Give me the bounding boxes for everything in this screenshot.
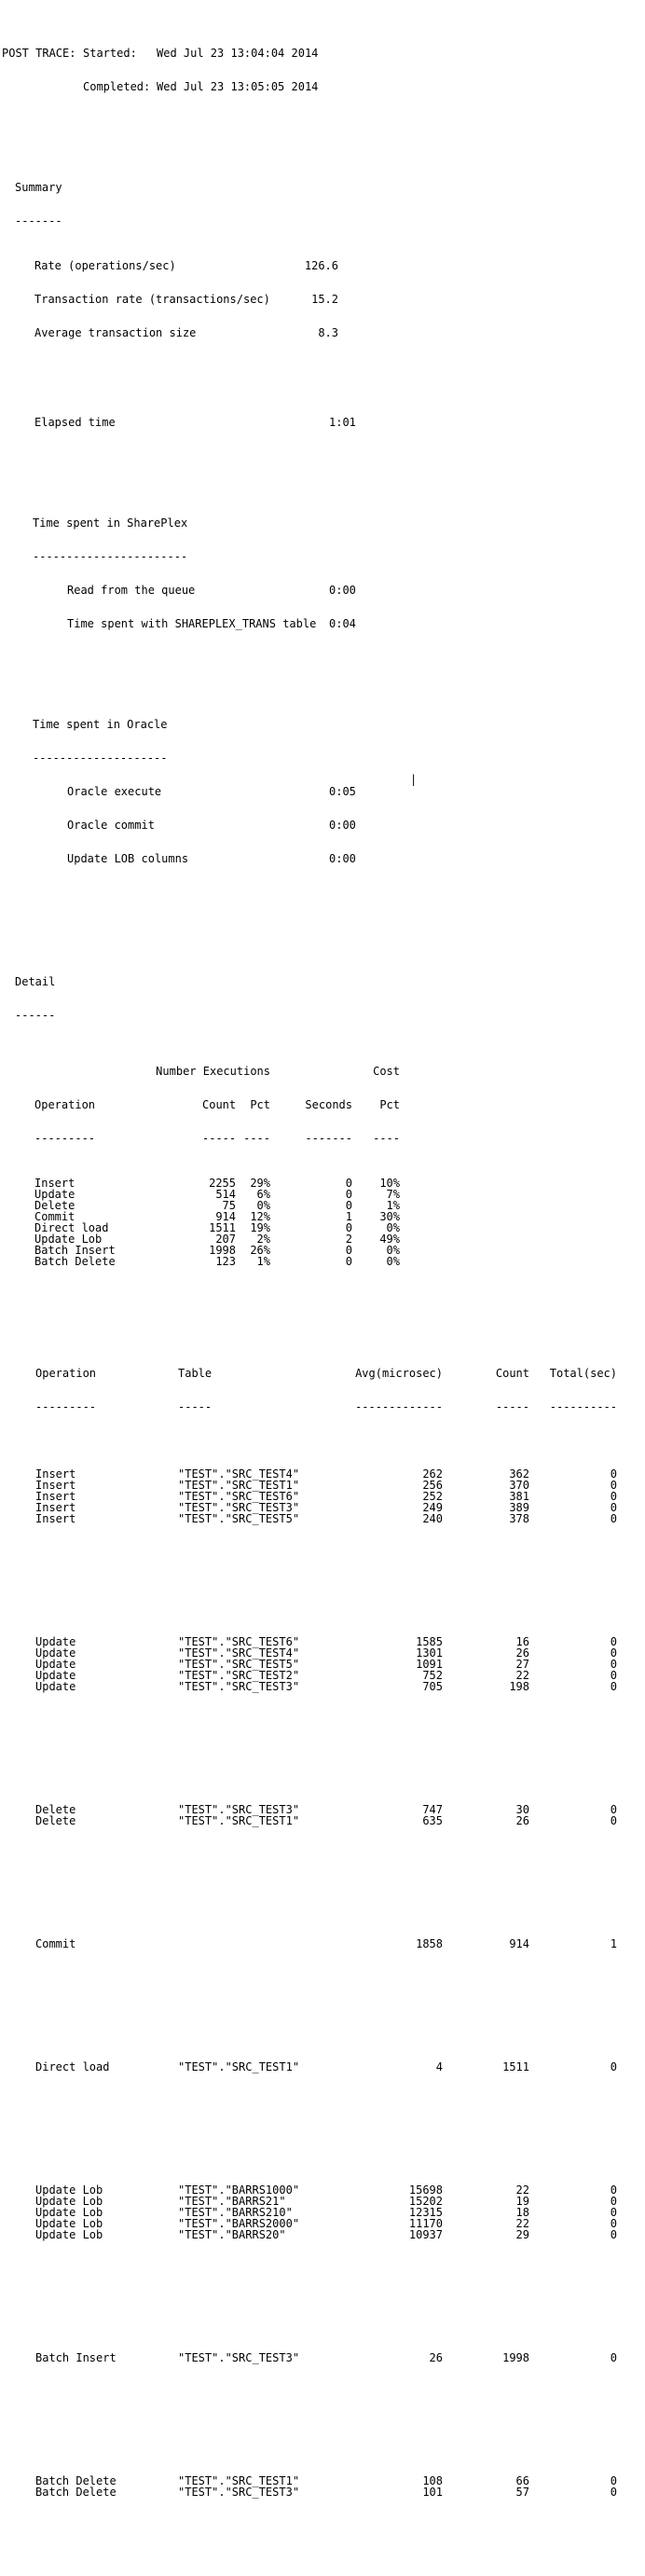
cost-pct-cell: 10% xyxy=(379,1177,400,1190)
seconds-cell: 2 xyxy=(345,1233,352,1246)
total-sec-cell: 0 xyxy=(610,2195,617,2208)
underline-text: ------- xyxy=(15,214,62,227)
operation-cell: Update Lob xyxy=(35,2228,103,2241)
count-cell: 914 xyxy=(215,1210,236,1223)
total-sec-cell: 1 xyxy=(610,1937,617,1950)
operation-cell: Insert xyxy=(34,1177,75,1190)
operation-cell: Update Lob xyxy=(35,2183,103,2197)
table-name-cell: "TEST"."SRC_TEST1" xyxy=(178,1814,300,1827)
pct-cell: 2% xyxy=(256,1233,270,1246)
avg-microsec-cell: 240 xyxy=(422,1512,443,1525)
cost-pct-cell: 1% xyxy=(386,1199,400,1212)
operation-cell: Update xyxy=(35,1646,76,1660)
spacer xyxy=(2,1569,645,1580)
cost-pct-cell: 49% xyxy=(379,1233,400,1246)
spacer xyxy=(2,461,645,473)
count-cell: 22 xyxy=(515,2217,529,2230)
completed-timestamp: Wed Jul 23 13:05:05 2014 xyxy=(157,80,319,93)
detail-title-text: Detail xyxy=(15,975,56,988)
underline-text: -------------------- xyxy=(33,751,168,765)
seconds-cell: 0 xyxy=(345,1188,352,1201)
text-cursor-caret: | xyxy=(410,773,418,786)
spacer xyxy=(2,1994,645,2005)
update-lob-columns-value: 0:00 xyxy=(329,852,356,865)
pct-cell: 6% xyxy=(256,1188,270,1201)
operation-cell: Commit xyxy=(35,1937,76,1950)
seconds-cell: 1 xyxy=(345,1210,352,1223)
oracle-title-underline xyxy=(2,752,645,764)
table-name-cell: "TEST"."SRC_TEST5" xyxy=(178,1658,300,1671)
read-queue-row xyxy=(2,585,645,596)
spacer xyxy=(2,663,645,674)
operation-cell: Delete xyxy=(35,1803,76,1816)
read-queue-label: Read from the queue xyxy=(67,584,196,597)
count-cell: 75 xyxy=(222,1199,236,1212)
table-name-cell: "TEST"."SRC_TEST6" xyxy=(178,1490,300,1503)
total-sec-cell: 0 xyxy=(610,1814,617,1827)
pct-cell: 26% xyxy=(250,1244,270,1257)
table-stats-row xyxy=(2,2061,645,2073)
underline-text: ----- xyxy=(495,1400,529,1413)
table-stats-row xyxy=(2,1815,645,1826)
table-column-header: Table xyxy=(178,1367,213,1380)
seconds-cell: 0 xyxy=(345,1177,352,1190)
count-cell: 57 xyxy=(515,2486,529,2499)
operation-cell: Update Lob xyxy=(35,2217,103,2230)
total-sec-cell: 0 xyxy=(610,1479,617,1492)
table-name-cell: "TEST"."BARRS21" xyxy=(178,2195,286,2208)
detail-title-underline xyxy=(2,1010,645,1021)
count-cell: 198 xyxy=(509,1680,529,1693)
count-cell: 26 xyxy=(515,1646,529,1660)
oracle-execute-row xyxy=(2,786,645,797)
table-name-cell: "TEST"."SRC_TEST3" xyxy=(178,1680,300,1693)
operation-cell: Insert xyxy=(35,1490,76,1503)
table-name-cell: "TEST"."SRC_TEST3" xyxy=(178,2486,300,2499)
total-sec-cell: 0 xyxy=(610,1512,617,1525)
elapsed-time-label: Elapsed time xyxy=(34,416,116,429)
count-cell: 22 xyxy=(515,1669,529,1682)
table-name-cell: "TEST"."BARRS210" xyxy=(178,2206,293,2219)
table-name-cell: "TEST"."SRC_TEST1" xyxy=(178,2474,300,2487)
total-sec-cell: 0 xyxy=(610,1490,617,1503)
table-name-cell: "TEST"."SRC_TEST1" xyxy=(178,1479,300,1492)
total-sec-cell: 0 xyxy=(610,1658,617,1671)
count-cell: 2255 xyxy=(209,1177,236,1190)
table-stats-row xyxy=(2,1468,645,1480)
underline-text: ----- xyxy=(202,1132,237,1145)
batch-delete-group xyxy=(2,2453,645,2520)
tables-table-header-underline xyxy=(2,1401,645,1412)
shareplex-trans-value: 0:04 xyxy=(329,617,356,630)
table-name-cell: "TEST"."SRC_TEST6" xyxy=(178,1635,300,1648)
rate-label: Rate (operations/sec) xyxy=(34,259,176,272)
avg-microsec-cell: 11170 xyxy=(408,2217,443,2230)
oracle-commit-label: Oracle commit xyxy=(67,819,155,832)
operation-cell: Batch Delete xyxy=(35,2474,117,2487)
oracle-commit-row xyxy=(2,820,645,831)
update-lob-group xyxy=(2,2162,645,2263)
avg-microsec-cell: 752 xyxy=(422,1669,443,1682)
table-stats-row xyxy=(2,1513,645,1524)
count-cell: 27 xyxy=(515,1658,529,1671)
operation-cell: Delete xyxy=(35,1814,76,1827)
avg-microsec-cell: 12315 xyxy=(408,2206,443,2219)
operation-stats-row xyxy=(2,1256,645,1267)
shareplex-title-text: Time spent in SharePlex xyxy=(33,517,188,530)
operation-column-header: Operation xyxy=(35,1367,97,1380)
avg-transaction-value: 8.3 xyxy=(318,326,338,339)
seconds-cell: 0 xyxy=(345,1244,352,1257)
avg-microsec-cell: 256 xyxy=(422,1479,443,1492)
insert-group xyxy=(2,1446,645,1547)
summary-title-text: Summary xyxy=(15,181,62,194)
table-stats-row xyxy=(2,2486,645,2498)
underline-text: ---- xyxy=(243,1132,270,1145)
operation-cell: Update Lob xyxy=(35,2195,103,2208)
count-cell: 378 xyxy=(509,1512,529,1525)
transaction-rate-value: 15.2 xyxy=(311,293,338,306)
trace-header-line-completed xyxy=(2,81,645,92)
total-sec-cell: 0 xyxy=(610,1467,617,1481)
operations-table-column-header xyxy=(2,1099,645,1110)
spacer xyxy=(2,1737,645,1748)
batch-insert-group xyxy=(2,2330,645,2386)
commit-group xyxy=(2,1916,645,1972)
operation-cell: Insert xyxy=(35,1479,76,1492)
count-cell: 1998 xyxy=(502,2351,529,2364)
summary-avg-transaction-row xyxy=(2,327,645,338)
total-sec-cell: 0 xyxy=(610,1669,617,1682)
seconds-cell: 0 xyxy=(345,1199,352,1212)
operation-cell: Batch Delete xyxy=(35,2486,117,2499)
update-group xyxy=(2,1614,645,1715)
total-sec-cell: 0 xyxy=(610,2060,617,2073)
total-sec-cell: 0 xyxy=(610,2183,617,2197)
avg-microsec-cell: 1091 xyxy=(416,1658,443,1671)
underline-text: ----- xyxy=(178,1400,213,1413)
detail-section-title xyxy=(2,976,645,987)
table-name-cell: "TEST"."SRC_TEST3" xyxy=(178,1501,300,1514)
oracle-commit-value: 0:00 xyxy=(329,819,356,832)
spacer xyxy=(2,1871,645,1882)
count-cell: 29 xyxy=(515,2228,529,2241)
seconds-column-header: Seconds xyxy=(305,1098,352,1111)
completed-label: Completed: xyxy=(83,80,151,93)
total-sec-cell: 0 xyxy=(610,2206,617,2219)
table-stats-row xyxy=(2,1681,645,1692)
cost-group-header: Cost xyxy=(373,1065,400,1078)
operation-cell: Direct load xyxy=(35,2060,110,2073)
avg-microsec-cell: 4 xyxy=(435,2060,443,2073)
read-queue-value: 0:00 xyxy=(329,584,356,597)
table-stats-row xyxy=(2,1480,645,1491)
update-lob-columns-label: Update LOB columns xyxy=(67,852,189,865)
seconds-cell: 0 xyxy=(345,1255,352,1268)
oracle-execute-value: 0:05 xyxy=(329,785,356,798)
operation-cell: Update xyxy=(35,1635,76,1648)
underline-text: ---------- xyxy=(549,1400,617,1413)
table-stats-row xyxy=(2,1938,645,1949)
table-stats-row xyxy=(2,2352,645,2363)
count-cell: 914 xyxy=(509,1937,529,1950)
seconds-cell: 0 xyxy=(345,1221,352,1234)
operation-stats-row xyxy=(2,1178,645,1189)
operation-cell: Batch Delete xyxy=(34,1255,116,1268)
executions-group-header: Number Executions xyxy=(156,1065,270,1078)
underline-text: --------- xyxy=(34,1132,96,1145)
underline-text: ---- xyxy=(373,1132,400,1145)
underline-text: ------- xyxy=(305,1132,352,1145)
count-cell: 26 xyxy=(515,1814,529,1827)
table-name-cell: "TEST"."SRC_TEST1" xyxy=(178,2060,300,2073)
avg-microsec-cell: 15698 xyxy=(408,2183,443,2197)
oracle-section-title xyxy=(2,719,645,730)
spacer xyxy=(2,126,645,137)
count-column-header: Count xyxy=(495,1367,529,1380)
spacer xyxy=(2,1301,645,1323)
table-name-cell: "TEST"."SRC_TEST3" xyxy=(178,1803,300,1816)
count-cell: 370 xyxy=(509,1479,529,1492)
total-sec-cell: 0 xyxy=(610,2217,617,2230)
avg-microsec-cell: 747 xyxy=(422,1803,443,1816)
avg-microsec-cell: 101 xyxy=(422,2486,443,2499)
total-sec-cell: 0 xyxy=(610,1680,617,1693)
count-cell: 16 xyxy=(515,1635,529,1648)
elapsed-time-row xyxy=(2,417,645,428)
pct-cell: 0% xyxy=(256,1199,270,1212)
avg-microsec-cell: 705 xyxy=(422,1680,443,1693)
summary-transaction-rate-row xyxy=(2,294,645,305)
count-cell: 1998 xyxy=(209,1244,236,1257)
operations-table-header-underline xyxy=(2,1133,645,1144)
table-stats-row xyxy=(2,1659,645,1670)
avg-microsec-cell: 249 xyxy=(422,1501,443,1514)
table-stats-row xyxy=(2,1502,645,1513)
avg-microsec-cell: 252 xyxy=(422,1490,443,1503)
transaction-rate-label: Transaction rate (transactions/sec) xyxy=(34,293,270,306)
table-name-cell: "TEST"."BARRS20" xyxy=(178,2228,286,2241)
table-name-cell: "TEST"."SRC_TEST4" xyxy=(178,1467,300,1481)
count-cell: 19 xyxy=(515,2195,529,2208)
avg-microsec-cell: 10937 xyxy=(408,2228,443,2241)
operation-cell: Commit xyxy=(34,1210,75,1223)
count-cell: 22 xyxy=(515,2183,529,2197)
count-cell: 514 xyxy=(215,1188,236,1201)
rate-value: 126.6 xyxy=(304,259,338,272)
table-name-cell: "TEST"."SRC_TEST4" xyxy=(178,1646,300,1660)
avg-microsec-cell: 26 xyxy=(429,2351,443,2364)
avg-microsec-cell: 15202 xyxy=(408,2195,443,2208)
avg-transaction-label: Average transaction size xyxy=(34,326,197,339)
table-stats-row xyxy=(2,1636,645,1647)
count-cell: 18 xyxy=(515,2206,529,2219)
cost-pct-cell: 30% xyxy=(379,1210,400,1223)
started-timestamp: Wed Jul 23 13:04:04 2014 xyxy=(157,47,319,60)
shareplex-trans-row xyxy=(2,618,645,629)
operation-cell: Update xyxy=(35,1680,76,1693)
count-cell: 30 xyxy=(515,1803,529,1816)
spacer xyxy=(2,2285,645,2296)
total-sec-cell: 0 xyxy=(610,1501,617,1514)
operation-cell: Delete xyxy=(34,1199,75,1212)
total-sec-cell: 0 xyxy=(610,1803,617,1816)
spacer xyxy=(2,898,645,931)
table-name-cell: "TEST"."SRC_TEST3" xyxy=(178,2351,300,2364)
report-title: POST TRACE: xyxy=(2,47,76,60)
table-stats-row xyxy=(2,1491,645,1502)
count-cell: 1511 xyxy=(209,1221,236,1234)
table-name-cell: "TEST"."SRC_TEST2" xyxy=(178,1669,300,1682)
operation-cell: Insert xyxy=(35,1467,76,1481)
trace-header-line-started xyxy=(2,48,645,59)
operation-cell: Update xyxy=(35,1658,76,1671)
cost-pct-cell: 0% xyxy=(386,1244,400,1257)
total-sec-cell: 0 xyxy=(610,1635,617,1648)
count-cell: 381 xyxy=(509,1490,529,1503)
avg-microsec-cell: 108 xyxy=(422,2474,443,2487)
cost-pct-cell: 0% xyxy=(386,1255,400,1268)
count-cell: 362 xyxy=(509,1467,529,1481)
pct-cell: 19% xyxy=(250,1221,270,1234)
shareplex-section-title xyxy=(2,517,645,529)
table-name-cell: "TEST"."BARRS2000" xyxy=(178,2217,300,2230)
operation-cell: Insert xyxy=(35,1501,76,1514)
operation-cell: Batch Insert xyxy=(35,2351,117,2364)
shareplex-title-underline xyxy=(2,551,645,562)
operation-column-header: Operation xyxy=(34,1098,96,1111)
underline-text: --------- xyxy=(35,1400,97,1413)
update-lob-columns-row xyxy=(2,853,645,864)
operation-stats-row xyxy=(2,1189,645,1200)
delete-group xyxy=(2,1782,645,1849)
operation-cell: Update Lob xyxy=(35,2206,103,2219)
started-label: Started: xyxy=(83,47,137,60)
avg-microsec-cell: 1858 xyxy=(416,1937,443,1950)
spacer xyxy=(2,372,645,383)
total-sec-cell: 0 xyxy=(610,2228,617,2241)
total-sec-cell: 0 xyxy=(610,2351,617,2364)
summary-title-underline xyxy=(2,215,645,227)
avg-microsec-cell: 262 xyxy=(422,1467,443,1481)
operation-cell: Insert xyxy=(35,1512,76,1525)
underline-text: ------ xyxy=(15,1009,56,1022)
underline-text: ------------- xyxy=(355,1400,443,1413)
elapsed-time-value: 1:01 xyxy=(329,416,356,429)
operation-stats-row xyxy=(2,1200,645,1211)
spacer xyxy=(2,2117,645,2128)
pct-cell: 1% xyxy=(256,1255,270,1268)
pct-cell: 12% xyxy=(250,1210,270,1223)
oracle-title-text: Time spent in Oracle xyxy=(33,718,168,731)
count-cell: 207 xyxy=(215,1233,236,1246)
shareplex-trans-label: Time spent with SHAREPLEX_TRANS table xyxy=(67,617,317,630)
total-sec-cell: 0 xyxy=(610,1646,617,1660)
total-sec-cell: 0 xyxy=(610,2474,617,2487)
count-cell: 66 xyxy=(515,2474,529,2487)
table-stats-row xyxy=(2,1804,645,1815)
operation-cell: Update xyxy=(34,1188,75,1201)
direct-load-group xyxy=(2,2039,645,2095)
table-stats-row xyxy=(2,1670,645,1681)
spacer xyxy=(2,2408,645,2419)
tables-table-column-header xyxy=(2,1368,645,1379)
operation-cell: Update xyxy=(35,1669,76,1682)
cost-pct-cell: 0% xyxy=(386,1221,400,1234)
count-column-header: Count xyxy=(202,1098,237,1111)
total-sec-column-header: Total(sec) xyxy=(549,1367,617,1380)
oracle-execute-label: Oracle execute xyxy=(67,785,162,798)
operation-cell: Update Lob xyxy=(34,1233,103,1246)
summary-rate-row xyxy=(2,260,645,271)
table-name-cell: "TEST"."BARRS1000" xyxy=(178,2183,300,2197)
cost-pct-cell: 7% xyxy=(386,1188,400,1201)
pct-cell: 29% xyxy=(250,1177,270,1190)
operations-table-group-header xyxy=(2,1066,645,1077)
count-cell: 1511 xyxy=(502,2060,529,2073)
avg-microsec-cell: 1585 xyxy=(416,1635,443,1648)
operation-cell: Direct load xyxy=(34,1221,109,1234)
underline-text: ----------------------- xyxy=(33,550,188,563)
pct-column-header: Pct xyxy=(250,1098,270,1111)
count-cell: 123 xyxy=(215,1255,236,1268)
table-stats-row xyxy=(2,1647,645,1659)
operation-cell: Batch Insert xyxy=(34,1244,116,1257)
total-sec-cell: 0 xyxy=(610,2486,617,2499)
summary-section-title xyxy=(2,182,645,193)
count-cell: 389 xyxy=(509,1501,529,1514)
table-stats-row xyxy=(2,2229,645,2240)
avg-microsec-cell: 635 xyxy=(422,1814,443,1827)
cost-pct-column-header: Pct xyxy=(379,1098,400,1111)
table-name-cell: "TEST"."SRC_TEST5" xyxy=(178,1512,300,1525)
avg-microsec-column-header: Avg(microsec) xyxy=(355,1367,443,1380)
avg-microsec-cell: 1301 xyxy=(416,1646,443,1660)
